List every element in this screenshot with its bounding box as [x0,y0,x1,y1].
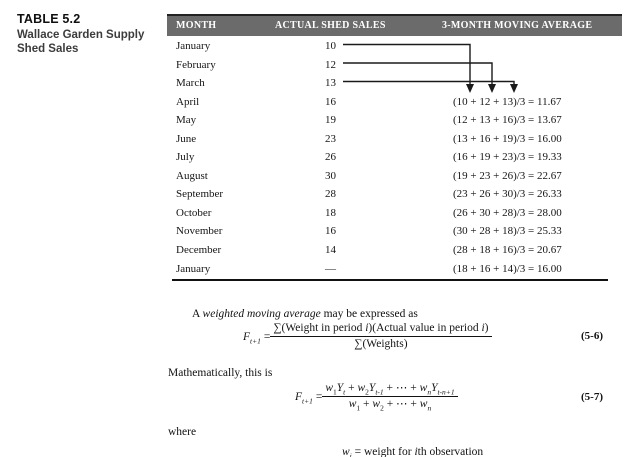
equation-5-6-fraction [270,322,491,351]
equation-5-6-lhs: $F_{t+1}$ = [243,330,271,345]
weighted-average-intro: A weighted moving average may be expressed as [192,307,418,320]
equation-5-7 [295,382,458,411]
table-row [167,167,622,186]
month-cell: May [176,114,197,127]
table-row [167,260,622,279]
equation-5-6-numerator: ∑(Weight in period i)(Actual value in period i) [270,322,491,337]
column-header-month: MONTH [176,20,217,31]
mathematically-intro: Mathematically, this is [168,366,273,379]
month-cell: January [176,40,211,52]
month-cell: December [176,244,222,257]
table-row [167,111,622,130]
table-row [167,241,622,260]
equation-5-7-fraction [322,382,457,411]
table-label: TABLE 5.2 [17,12,81,26]
equation-number-5-7: (5-7) [581,391,603,403]
moving-average-cell: (23 + 26 + 30)/3 = 26.33 [453,188,562,201]
moving-average-cell: (13 + 16 + 19)/3 = 16.00 [453,132,562,145]
month-cell: January [176,262,211,275]
table-row [167,204,622,223]
sales-cell: 19 [325,114,336,127]
month-cell: October [176,206,212,219]
table-row [167,93,622,112]
month-cell: February [176,58,216,71]
sales-cell: 12 [325,58,336,71]
table-body [167,37,622,278]
where-label: where [168,425,197,438]
sales-cell: 14 [325,244,336,257]
sales-cell: 16 [325,95,336,108]
equation-5-7-numerator: $w_1Y_t + w_2Y_{t-1}$ + ⋯ + $w_nY_{t-n+1}$ [322,382,457,397]
month-cell: April [176,95,200,108]
sales-cell: 16 [325,225,336,238]
sales-cell: 28 [325,188,336,201]
table-row [167,222,622,241]
month-cell: July [176,151,195,164]
moving-average-cell: (28 + 18 + 16)/3 = 20.67 [453,244,562,257]
table-row [167,74,622,93]
moving-average-cell: (16 + 19 + 23)/3 = 19.33 [453,151,562,164]
moving-average-cell: (19 + 23 + 26)/3 = 22.67 [453,169,562,182]
sales-cell: 30 [325,169,336,182]
table-header-row [167,14,622,36]
column-header-actual-shed-sales: ACTUAL SHED SALES [275,20,386,31]
moving-average-cell: (30 + 28 + 18)/3 = 25.33 [453,225,562,238]
table-row [167,130,622,149]
moving-average-cell: (26 + 30 + 28)/3 = 28.00 [453,206,562,219]
table-caption [17,12,167,56]
sales-cell: 18 [325,206,336,219]
sales-cell: 23 [325,132,336,145]
table-row [167,56,622,75]
table-row [167,37,622,56]
equation-5-6-denominator: ∑(Weights) [354,338,408,350]
month-cell: November [176,225,223,238]
moving-average-cell: (10 + 12 + 13)/3 = 11.67 [453,95,562,108]
month-cell: August [176,169,208,182]
table-title-line1: Wallace Garden Supply [17,29,145,41]
weight-definition: $w_i$ = weight for ith observation [342,445,484,457]
month-cell: March [176,77,205,90]
equation-5-7-denominator: $w_1 + w_2$ + ⋯ + $w_n$ [348,398,432,413]
equation-number-5-6: (5-6) [581,330,603,342]
equation-5-7-lhs: $F_{t+1}$ = [295,390,323,405]
equation-5-6 [243,322,492,351]
sales-cell: 26 [325,151,336,164]
table-row [167,185,622,204]
shed-sales-table [167,14,622,281]
table-title-line2: Shed Sales [17,43,79,55]
sales-cell: 13 [325,77,336,90]
moving-average-cell: (18 + 16 + 14)/3 = 16.00 [453,262,562,275]
table-row [167,148,622,167]
moving-average-cell: (12 + 13 + 16)/3 = 13.67 [453,114,562,127]
column-header-3-month-moving-average: 3-MONTH MOVING AVERAGE [442,20,593,31]
sales-cell: — [325,262,336,275]
sales-cell: 10 [325,40,336,52]
month-cell: June [176,132,197,145]
month-cell: September [176,188,224,201]
table-bottom-rule [172,279,608,281]
